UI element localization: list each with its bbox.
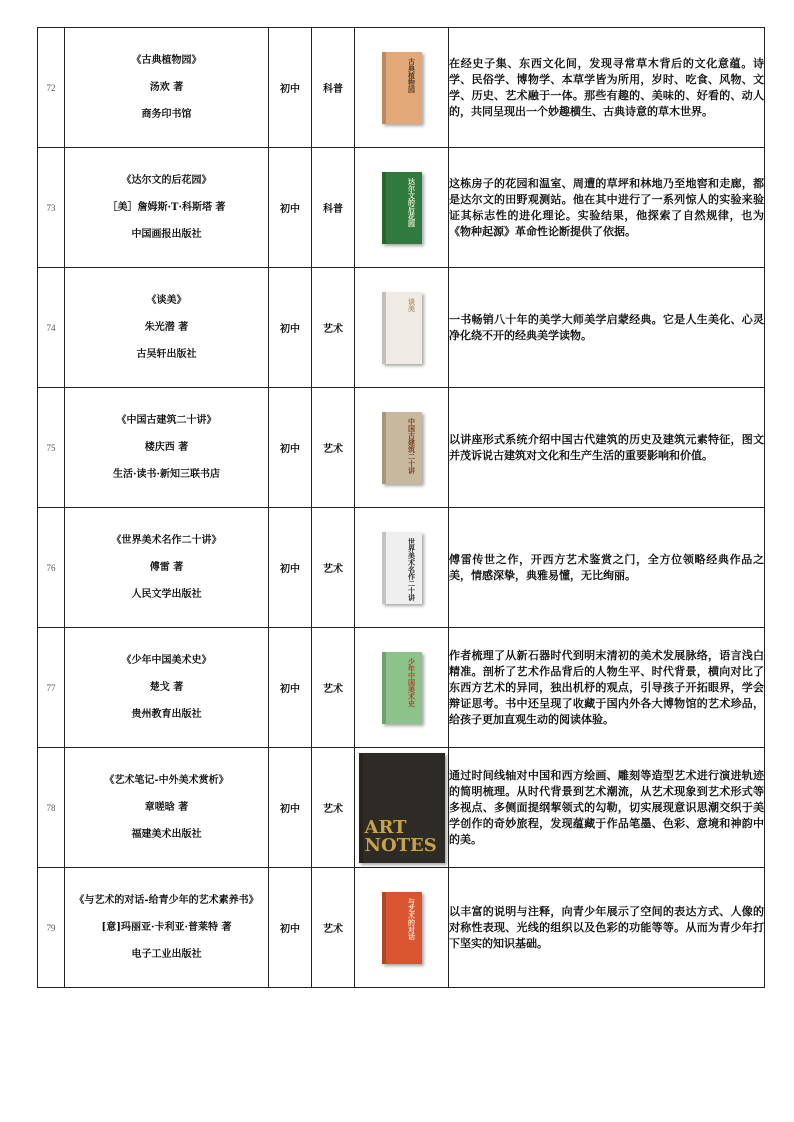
cover-title: 世界美术名作二十讲	[407, 537, 417, 601]
cover-cell	[355, 508, 449, 628]
book-list-table	[37, 27, 765, 988]
cover-title: 达尔文的后花园	[407, 177, 417, 227]
book-author: 汤欢 著	[149, 82, 184, 93]
cover-spine	[382, 52, 386, 124]
cover-cell	[355, 268, 449, 388]
book-description: 傅雷传世之作，开西方艺术鉴赏之门，全方位领略经典作品之美，情感深挚，典雅易懂，无比绚丽。	[449, 508, 765, 628]
book-cover-image	[382, 292, 422, 364]
table-row	[38, 388, 765, 508]
book-publisher: 人民文学出版社	[131, 589, 202, 600]
book-publisher: 福建美术出版社	[131, 829, 202, 840]
row-number: 74	[38, 268, 65, 388]
book-publisher: 电子工业出版社	[131, 949, 202, 960]
book-category: 艺术	[312, 268, 355, 388]
cover-title: 少年中国美术史	[407, 657, 417, 707]
cover-cell	[355, 148, 449, 268]
book-description: 以讲座形式系统介绍中国古代建筑的历史及建筑元素特征，图文并茂诉说古建筑对文化和生产生活的重要影响和价值。	[449, 388, 765, 508]
book-cover-image	[382, 412, 422, 484]
grade-level: 初中	[269, 868, 312, 988]
book-author: 傅雷 著	[149, 562, 184, 573]
grade-level: 初中	[269, 28, 312, 148]
book-category: 艺术	[312, 868, 355, 988]
book-author: ［美］詹姆斯·T·科斯塔 著	[107, 202, 226, 213]
book-cover-image	[382, 532, 422, 604]
cover-title: 中国古建筑二十讲	[407, 417, 417, 474]
book-cover-image	[382, 52, 422, 124]
cover-title: ART NOTES	[364, 816, 437, 856]
cover-spine	[382, 652, 386, 724]
book-author: 楼庆西 著	[144, 442, 189, 453]
grade-level: 初中	[269, 508, 312, 628]
cover-spine	[382, 292, 386, 364]
row-number: 72	[38, 28, 65, 148]
row-number: 79	[38, 868, 65, 988]
book-title: 《与艺术的对话-给青少年的艺术素养书》	[74, 895, 259, 906]
cover-spine	[382, 412, 386, 484]
book-title: 《谈美》	[146, 295, 187, 306]
row-number: 78	[38, 748, 65, 868]
book-description: 以丰富的说明与注释，向青少年展示了空间的表达方式、人像的对称性表现、光线的组织以及色彩的功能等等。从而为青少年打下坚实的知识基础。	[449, 868, 765, 988]
grade-level: 初中	[269, 748, 312, 868]
cover-title: 古典植物园	[407, 57, 417, 93]
book-info	[65, 748, 269, 868]
table-row	[38, 628, 765, 748]
book-cover-image	[382, 892, 422, 964]
book-info	[65, 148, 269, 268]
book-author: [意]玛丽亚·卡利亚·普莱特 著	[101, 922, 232, 933]
book-description: 通过时间线轴对中国和西方绘画、雕刻等造型艺术进行演进轨迹的简明梳理。从时代背景到艺术潮流，从艺术现象到艺术形式等多视点、多侧面提纲挈领式的勾勒，切实展现意识思潮交织于美学创作的奇妙旅程，发现蕴藏于作品笔墨、色彩、意境和神韵中的美。	[449, 748, 765, 868]
book-cover-image	[382, 172, 422, 244]
book-cover-image	[382, 652, 422, 724]
book-author: 楚戈 著	[149, 682, 184, 693]
cover-cell	[355, 628, 449, 748]
book-description: 在经史子集、东西文化间，发现寻常草木背后的文化意蕴。诗学、民俗学、博物学、本草学皆为所用，岁时、吃食、风物、文学、历史、艺术融于一体。那些有趣的、美味的、好看的、动人的，共同呈现出一个妙趣横生、古典诗意的草木世界。	[449, 28, 765, 148]
cover-cell	[355, 748, 449, 868]
book-category: 艺术	[312, 388, 355, 508]
book-info	[65, 868, 269, 988]
cover-spine	[382, 172, 386, 244]
table-row	[38, 508, 765, 628]
grade-level: 初中	[269, 628, 312, 748]
book-info	[65, 508, 269, 628]
book-publisher: 生活·读书·新知三联书店	[113, 469, 220, 480]
book-title: 《古典植物园》	[131, 55, 202, 66]
book-category: 科普	[312, 148, 355, 268]
book-info	[65, 388, 269, 508]
cover-spine	[359, 753, 363, 863]
book-description: 这栋房子的花园和温室、周遭的草坪和林地乃至地窖和走廊，都是达尔文的田野观测站。他在其中进行了一系列惊人的实验来验证其标志性的进化理论。实验结果，他探索了自然规律，也为《物种起源》革命性论断提供了依据。	[449, 148, 765, 268]
table-row	[38, 148, 765, 268]
book-publisher: 古吴轩出版社	[136, 349, 197, 360]
cover-spine	[382, 892, 386, 964]
row-number: 73	[38, 148, 65, 268]
book-title: 《中国古建筑二十讲》	[116, 415, 217, 426]
book-cover-image	[359, 753, 445, 863]
row-number: 76	[38, 508, 65, 628]
table-row	[38, 868, 765, 988]
cover-cell	[355, 28, 449, 148]
book-author: 章嗟晗 著	[144, 802, 189, 813]
book-publisher: 商务印书馆	[141, 109, 192, 120]
book-category: 科普	[312, 28, 355, 148]
book-category: 艺术	[312, 508, 355, 628]
book-info	[65, 268, 269, 388]
cover-title: 谈美	[407, 297, 417, 312]
grade-level: 初中	[269, 148, 312, 268]
grade-level: 初中	[269, 388, 312, 508]
grade-level: 初中	[269, 268, 312, 388]
cover-spine	[382, 532, 386, 604]
cover-title: 与艺术的对话	[407, 897, 417, 940]
book-category: 艺术	[312, 628, 355, 748]
cover-cell	[355, 388, 449, 508]
row-number: 75	[38, 388, 65, 508]
book-description: 作者梳理了从新石器时代到明末清初的美术发展脉络，语言浅白精准。剖析了艺术作品背后的人物生平、时代背景，横向对比了东西方艺术的异同，独出机杼的观点，引导孩子开拓眼界，学会辩证思考。书中还呈现了收藏于国内外各大博物馆的艺术珍品，给孩子更加直观生动的阅读体验。	[449, 628, 765, 748]
book-author: 朱光潜 著	[144, 322, 189, 333]
book-title: 《少年中国美术史》	[121, 655, 212, 666]
table-row	[38, 268, 765, 388]
book-title: 《达尔文的后花园》	[121, 175, 212, 186]
book-publisher: 贵州教育出版社	[131, 709, 202, 720]
book-description: 一书畅销八十年的美学大师美学启蒙经典。它是人生美化、心灵净化绕不开的经典美学读物。	[449, 268, 765, 388]
book-publisher: 中国画报出版社	[131, 229, 202, 240]
book-title: 《世界美术名作二十讲》	[111, 535, 222, 546]
book-category: 艺术	[312, 748, 355, 868]
table-row	[38, 748, 765, 868]
book-info	[65, 28, 269, 148]
cover-cell	[355, 868, 449, 988]
book-title: 《艺术笔记-中外美术赏析》	[104, 775, 229, 786]
table-row	[38, 28, 765, 148]
row-number: 77	[38, 628, 65, 748]
book-info	[65, 628, 269, 748]
